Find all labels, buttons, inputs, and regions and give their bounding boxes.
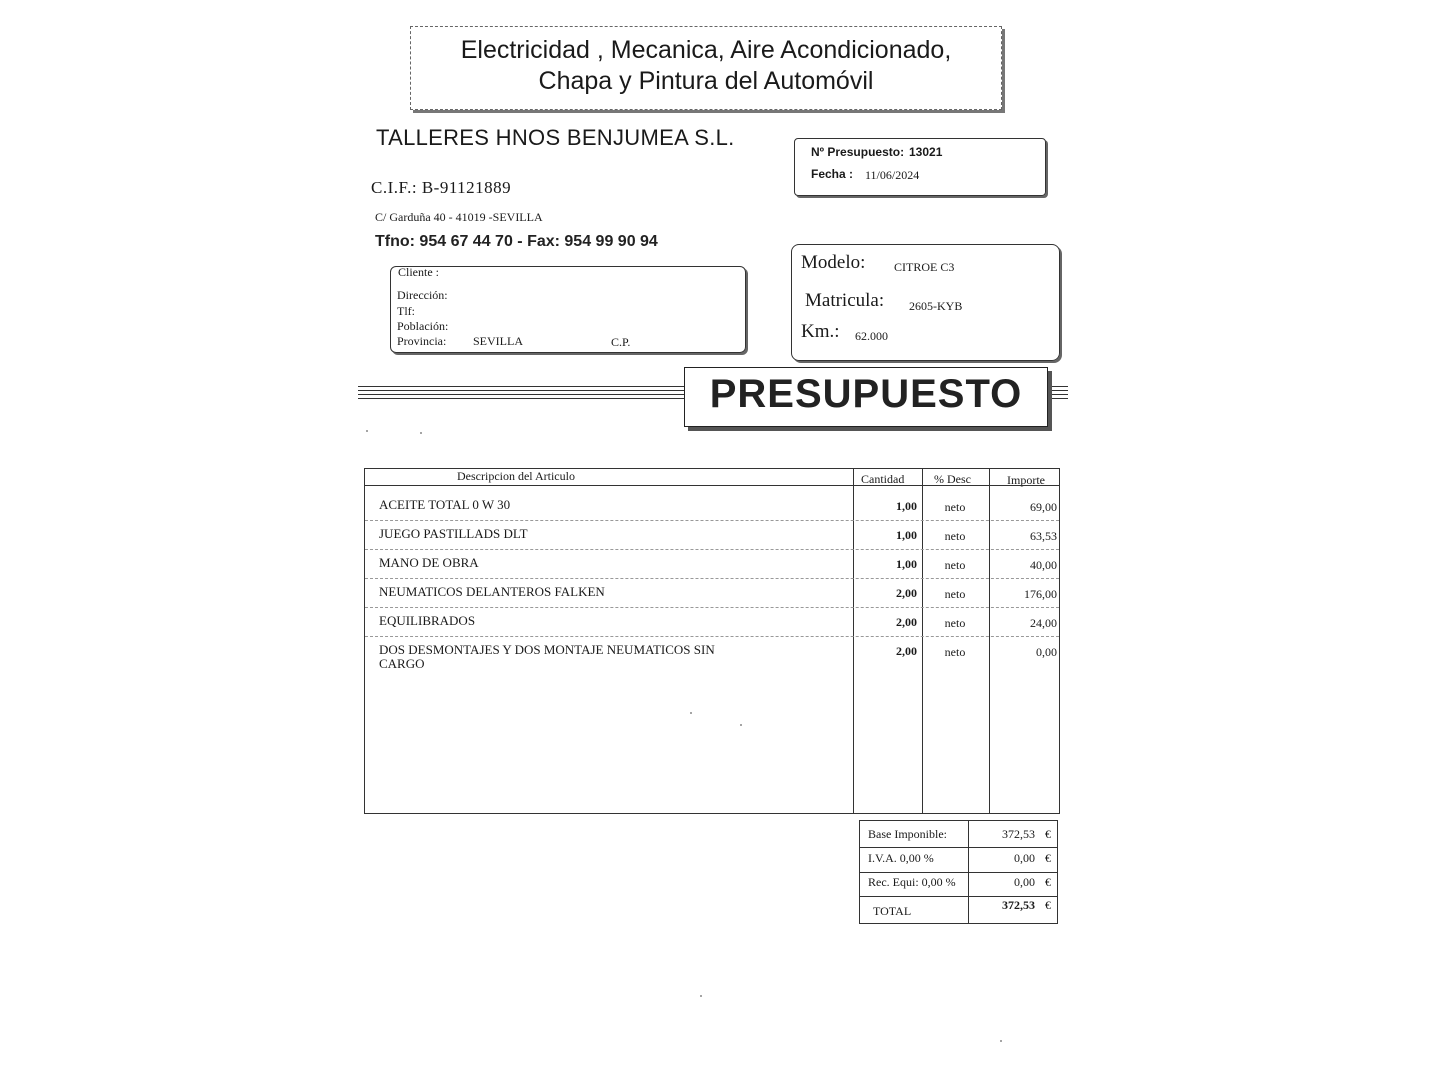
model-label: Modelo:: [801, 252, 866, 273]
company-cif: C.I.F.: B-91121889: [371, 178, 512, 197]
row-quantity: 2,00: [896, 586, 917, 600]
document-title-box: [684, 367, 1048, 427]
row-amount: 40,00: [1030, 558, 1057, 572]
row-amount: 24,00: [1030, 616, 1057, 630]
totals-separator: [860, 896, 1057, 897]
vehicle-box: [791, 244, 1060, 361]
base-label: Base Imponible:: [868, 827, 947, 841]
totals-separator: [860, 872, 1057, 873]
row-description: MANO DE OBRA: [379, 555, 479, 570]
km-label: Km.:: [801, 321, 840, 342]
scan-noise: [1000, 1040, 1002, 1042]
document-title: PRESUPUESTO: [709, 372, 1023, 416]
plate-label: Matricula:: [805, 290, 885, 311]
row-discount: neto: [944, 529, 966, 543]
header-separator: [365, 485, 1059, 486]
quote-number-box: [794, 138, 1046, 196]
rec-value: 0,00: [1014, 875, 1035, 889]
scan-noise: [366, 430, 368, 432]
quote-date: 11/06/2024: [865, 168, 920, 182]
phone-label: Tlf:: [397, 304, 415, 318]
row-amount: 63,53: [1030, 529, 1057, 543]
province-value: SEVILLA: [473, 334, 523, 348]
table-row: [365, 636, 1059, 671]
client-label: Cliente :: [398, 265, 439, 279]
iva-value: 0,00: [1014, 851, 1035, 865]
totals-box: [859, 820, 1058, 924]
province-label: Provincia:: [397, 334, 447, 348]
row-discount: neto: [944, 558, 966, 572]
totals-separator: [860, 847, 1057, 848]
services-banner: [410, 26, 1002, 110]
euro-icon: €: [1045, 875, 1051, 889]
model-value: CITROE C3: [894, 260, 955, 274]
address-label: Dirección:: [397, 288, 448, 302]
row-amount: 69,00: [1030, 500, 1057, 514]
row-quantity: 1,00: [896, 557, 917, 571]
table-row: [365, 607, 1059, 637]
company-name: TALLERES HNOS BENJUMEA S.L.: [376, 125, 735, 150]
row-description: DOS DESMONTAJES Y DOS MONTAJE NEUMATICOS SIN CARGO: [379, 642, 715, 671]
row-description: JUEGO PASTILLADS DLT: [379, 526, 528, 541]
row-discount: neto: [944, 587, 966, 601]
scan-noise: [690, 712, 692, 714]
company-phone: Tfno: 954 67 44 70 - Fax: 954 99 90 94: [375, 233, 658, 250]
client-box: [390, 266, 746, 353]
row-amount: 0,00: [1036, 645, 1057, 659]
table-row: [365, 520, 1059, 550]
rec-label: Rec. Equi: 0,00 %: [868, 875, 956, 889]
table-row: [365, 578, 1059, 608]
total-label: TOTAL: [873, 904, 912, 918]
row-quantity: 2,00: [896, 644, 917, 658]
km-value: 62.000: [855, 329, 888, 343]
row-quantity: 2,00: [896, 615, 917, 629]
row-quantity: 1,00: [896, 528, 917, 542]
header-quantity: Cantidad: [861, 472, 905, 486]
scan-noise: [420, 432, 422, 434]
header-description: Descripcion del Articulo: [457, 469, 575, 483]
euro-icon: €: [1045, 851, 1051, 865]
quote-date-label: Fecha :: [811, 167, 854, 181]
euro-icon: €: [1045, 827, 1051, 841]
quote-number-label: Nº Presupuesto:: [811, 145, 905, 159]
company-address: C/ Garduña 40 - 41019 -SEVILLA: [375, 210, 543, 224]
row-discount: neto: [944, 616, 966, 630]
scan-noise: [700, 995, 702, 997]
header-discount: % Desc: [934, 472, 971, 486]
row-description: EQUILIBRADOS: [379, 613, 476, 628]
postal-code-label: C.P.: [611, 335, 631, 349]
plate-value: 2605-KYB: [909, 299, 963, 313]
town-label: Población:: [397, 319, 449, 333]
euro-icon: €: [1045, 898, 1051, 912]
iva-label: I.V.A. 0,00 %: [868, 851, 934, 865]
row-amount: 176,00: [1024, 587, 1057, 601]
row-quantity: 1,00: [896, 499, 917, 513]
quote-number: 13021: [909, 145, 943, 159]
services-line-1: Electricidad , Mecanica, Aire Acondicionado,: [460, 36, 952, 64]
services-line-2: Chapa y Pintura del Automóvil: [538, 67, 874, 95]
items-table: [364, 468, 1060, 814]
scan-noise: [740, 724, 742, 726]
table-row: [365, 549, 1059, 579]
base-value: 372,53: [1002, 827, 1035, 841]
total-value: 372,53: [1002, 898, 1035, 912]
row-discount: neto: [944, 500, 966, 514]
row-description: NEUMATICOS DELANTEROS FALKEN: [379, 584, 605, 599]
row-description: ACEITE TOTAL 0 W 30: [379, 497, 511, 512]
table-row: [365, 491, 1059, 521]
row-discount: neto: [944, 645, 966, 659]
header-amount: Importe: [1007, 473, 1045, 487]
